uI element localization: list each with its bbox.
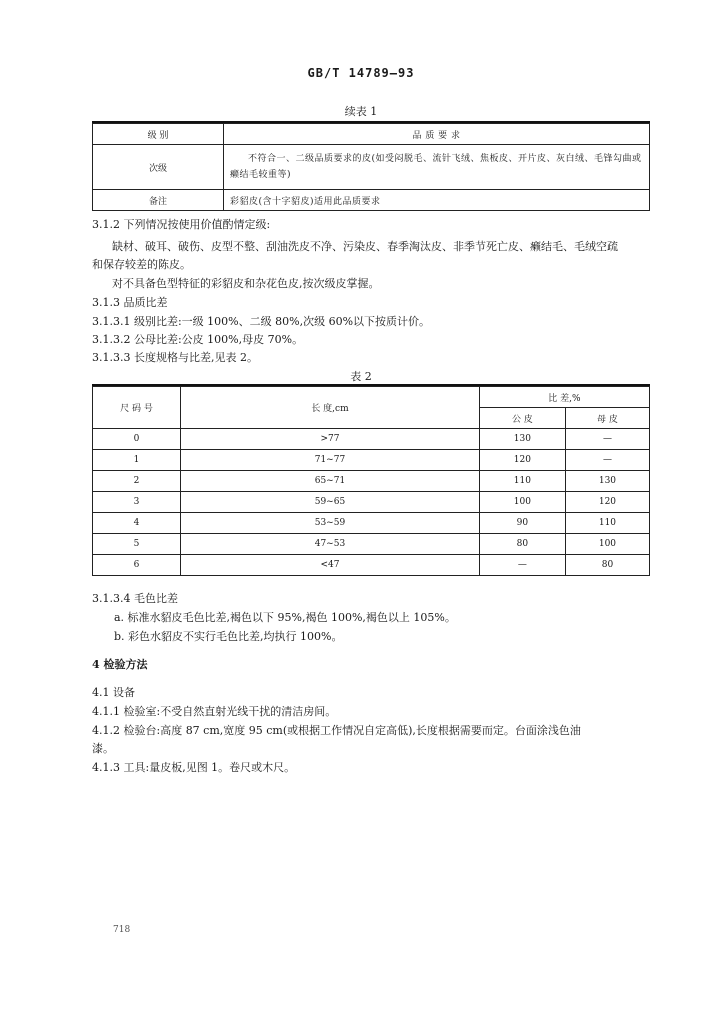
table-row xyxy=(93,555,650,576)
clause-3-1-3: 3.1.3 品质比差 xyxy=(92,296,168,309)
table2-cell: >77 xyxy=(181,429,480,450)
table-row xyxy=(93,190,650,211)
paragraph-text: 漆。 xyxy=(92,742,114,755)
clause-4-1-2: 4.1.2 检验台:高度 87 cm,宽度 95 cm(或根据工作情况自定高低),长度根据需要而定。台面涂浅色油 xyxy=(92,724,581,737)
table2-caption: 表 2 xyxy=(350,370,372,383)
list-item: b. 彩色水貂皮不实行毛色比差,均执行 100%。 xyxy=(114,630,343,643)
list-item: a. 标准水貂皮毛色比差,褐色以下 95%,褐色 100%,褐色以上 105%。 xyxy=(114,611,456,624)
table-row xyxy=(93,387,650,408)
table2-cell: — xyxy=(565,429,649,450)
table2-cell: 47~53 xyxy=(181,534,480,555)
table2-head-female: 母 皮 xyxy=(565,408,649,429)
table2-cell: 0 xyxy=(93,429,181,450)
table1 xyxy=(92,123,650,211)
table2-cell: 130 xyxy=(565,471,649,492)
clause-3-1-3-2: 3.1.3.2 公母比差:公皮 100%,母皮 70%。 xyxy=(92,333,304,346)
table-row xyxy=(93,492,650,513)
table1-caption: 续表 1 xyxy=(344,105,378,118)
table2-head-length: 长 度,cm xyxy=(181,387,480,429)
table-row xyxy=(93,513,650,534)
table2-cell: 90 xyxy=(479,513,565,534)
table2-cell: 4 xyxy=(93,513,181,534)
table2-cell: 53~59 xyxy=(181,513,480,534)
table-row xyxy=(93,534,650,555)
table1-head-requirement: 品 质 要 求 xyxy=(224,124,650,145)
table2-cell: 110 xyxy=(479,471,565,492)
table2-head-ratio: 比 差,% xyxy=(479,387,649,408)
document-header: GB/T 14789—93 xyxy=(307,66,415,80)
table2-cell: 120 xyxy=(479,450,565,471)
clause-4-1-3: 4.1.3 工具:量皮板,见图 1。卷尺或木尺。 xyxy=(92,761,296,774)
table2-cell: 3 xyxy=(93,492,181,513)
table2-cell: 5 xyxy=(93,534,181,555)
table2-cell: — xyxy=(565,450,649,471)
table1-cell: 不符合一、二级品质要求的皮(如受闷脱毛、流针飞绒、焦板皮、开片皮、灰白绒、毛锋勾曲或癞结毛较重等) xyxy=(224,145,650,190)
clause-3-1-3-1: 3.1.3.1 级别比差:一级 100%、二级 80%,次级 60%以下按质计价。 xyxy=(92,315,431,328)
table2-cell: 71~77 xyxy=(181,450,480,471)
table2-cell: 2 xyxy=(93,471,181,492)
table2-cell: 100 xyxy=(479,492,565,513)
table1-cell: 彩貂皮(含十字貂皮)适用此品质要求 xyxy=(224,190,650,211)
table1-cell: 次级 xyxy=(93,145,224,190)
clause-3-1-2: 3.1.2 下列情况按使用价值酌情定级: xyxy=(92,218,271,231)
table2 xyxy=(92,386,650,576)
table2-head-male: 公 皮 xyxy=(479,408,565,429)
table2-cell: 1 xyxy=(93,450,181,471)
page-number: 718 xyxy=(113,925,131,935)
table2-cell: 80 xyxy=(565,555,649,576)
table2-cell: 80 xyxy=(479,534,565,555)
clause-4-1-1: 4.1.1 检验室:不受自然直射光线干扰的清洁房间。 xyxy=(92,705,337,718)
table2-cell: — xyxy=(479,555,565,576)
table-row xyxy=(93,429,650,450)
section-heading-4: 4 检验方法 xyxy=(92,658,148,671)
table1-head-grade: 级 别 xyxy=(93,124,224,145)
table2-cell: 110 xyxy=(565,513,649,534)
table-row xyxy=(93,145,650,190)
table-row xyxy=(93,450,650,471)
paragraph-text: 和保存较差的陈皮。 xyxy=(92,258,191,271)
table2-cell: 100 xyxy=(565,534,649,555)
table-row xyxy=(93,471,650,492)
table2-cell: 130 xyxy=(479,429,565,450)
paragraph-text: 对不具备色型特征的彩貂皮和杂花色皮,按次级皮掌握。 xyxy=(112,277,380,290)
clause-3-1-3-4: 3.1.3.4 毛色比差 xyxy=(92,592,178,605)
paragraph-text: 缺材、破耳、破伤、皮型不整、刮油洗皮不净、污染皮、春季淘汰皮、非季节死亡皮、癞结毛、毛绒空疏 xyxy=(112,240,618,253)
table2-cell: 6 xyxy=(93,555,181,576)
table-row xyxy=(93,124,650,145)
table1-cell: 备注 xyxy=(93,190,224,211)
table2-cell: 120 xyxy=(565,492,649,513)
table2-cell: 59~65 xyxy=(181,492,480,513)
table2-cell: <47 xyxy=(181,555,480,576)
table2-head-size: 尺 码 号 xyxy=(93,387,181,429)
table2-cell: 65~71 xyxy=(181,471,480,492)
clause-3-1-3-3: 3.1.3.3 长度规格与比差,见表 2。 xyxy=(92,351,258,364)
clause-4-1: 4.1 设备 xyxy=(92,686,135,699)
